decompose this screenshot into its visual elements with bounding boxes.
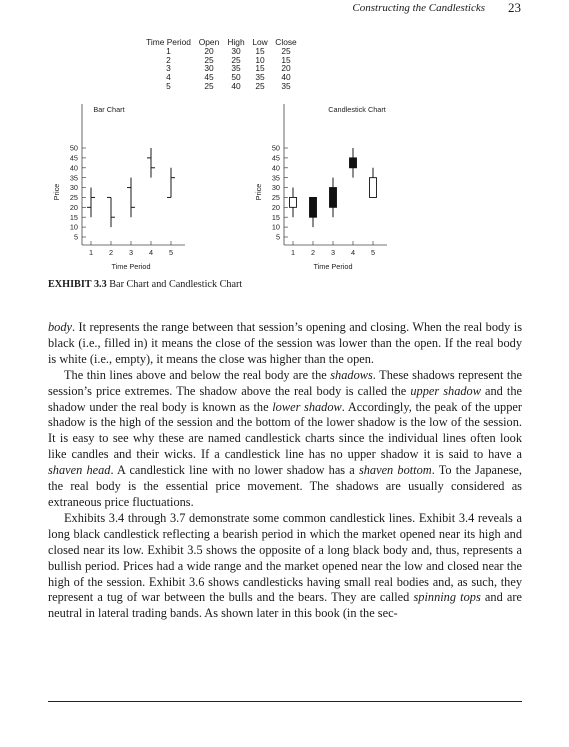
table-cell: 30 [204,63,214,74]
y-tick-label: 40 [271,163,280,173]
body-paragraph [48,511,522,622]
italic-term: shaven head [48,463,111,478]
x-tick-label: 4 [148,248,154,257]
italic-term: upper shadow [410,383,481,398]
y-tick-label: 30 [69,183,78,193]
text-run: The thin lines above and below the real body are the [64,367,331,382]
table-cell: 3 [166,63,171,74]
table-header-cell: Close [275,37,297,47]
x-tick-label: 3 [128,248,134,257]
text-run: . To the Japanese, the real body is the essential price movement. The shadows are usually considered as extraneous price fluctuations. [48,463,522,509]
table-cell: 15 [281,54,291,65]
text-run: and the shadow under the real body is known as the [48,383,523,414]
table-cell: 25 [231,54,241,65]
black-real-body [350,158,357,168]
y-tick-label: 30 [271,183,280,193]
white-real-body [370,178,377,198]
table-cell: 30 [231,45,241,56]
x-tick-label: 5 [370,248,376,257]
x-axis-label: Time Period [313,262,353,271]
table-cell: 40 [281,72,291,83]
chart-title: Bar Chart [93,105,125,114]
y-tick-label: 50 [271,143,280,153]
x-tick-label: 5 [168,248,174,257]
text-run: . These shadows represent the session’s price extremes. The shadow above the real body is called the [48,367,523,398]
text-run: and are neutral in lateral trading bands. As shown later in this book (in the sec- [48,590,522,621]
black-real-body [310,197,317,217]
black-real-body [330,188,337,208]
table-cell: 25 [204,54,214,65]
y-tick-label: 10 [69,222,78,232]
candlestick-chart [250,100,400,278]
y-axis-label: Price [254,183,263,201]
table-cell: 25 [281,45,291,56]
table-cell: 35 [255,72,265,83]
x-tick-label: 1 [88,248,94,257]
y-axis-label: Price [52,183,61,201]
italic-term: body [48,320,72,334]
text-run: Exhibits 3.4 through 3.7 demonstrate some common candlestick lines. Exhibit 3.4 reveals a long black candlestick reflecting a bearish period in which the market opened near its high and closed near its low. Exhibit 3.5 shows the opposite of a long black body and, thus, represents a bullish period. Prices had a wide range and the market opened near the low and closed near the high of the session. Exhibit 3.6 shows candlesticks having small real bodies and, as such, they represent a tug of war between the bulls and the bears. They are called [48,510,522,605]
footer-rule [48,701,522,702]
table-cell: 20 [281,63,291,74]
table-cell: 5 [166,80,171,91]
exhibit-caption [48,279,242,290]
running-header [48,0,521,18]
italic-term: spinning tops [413,590,481,605]
body-text [48,320,522,622]
y-tick-label: 10 [271,222,280,232]
table-header-cell: Open [198,37,220,47]
y-tick-label: 35 [271,173,280,183]
table-cell: 25 [204,80,214,91]
table-cell: 15 [255,45,265,56]
table-cell: 35 [231,63,241,74]
y-tick-label: 25 [271,193,280,203]
y-tick-label: 50 [69,143,78,153]
table-cell: 4 [166,72,171,83]
table-cell: 25 [255,80,265,91]
running-title: Constructing the Candlesticks [352,2,485,14]
text-run: . Accordingly, the peak of the upper shadow is the high of the session and the bottom of the lower shadow is the low of the session. It is easy to see why these are named candlestick charts since the individual lines often look like candles and their wicks. If a candlestick line has no upper shadow it is said to have a [48,399,522,462]
white-real-body [290,197,297,207]
italic-term: lower shadow [272,399,342,414]
italic-term: shaven bottom [358,463,432,478]
table-cell: 40 [231,80,241,91]
y-tick-label: 15 [69,212,78,222]
table-cell: 35 [281,80,291,91]
x-tick-label: 2 [310,248,316,257]
x-axis-label: Time Period [111,262,151,271]
y-tick-label: 35 [69,173,78,183]
exhibit-caption-text: Bar Chart and Candlestick Chart [109,279,243,290]
body-paragraph [48,368,522,511]
x-tick-label: 3 [330,248,336,257]
y-tick-label: 20 [271,202,280,212]
italic-term: shadows [330,367,373,382]
text-run: . A candlestick line with no lower shadow has a [110,463,359,478]
y-tick-label: 25 [69,193,78,203]
x-tick-label: 2 [108,248,114,257]
y-tick-label: 20 [69,202,78,212]
table-row [143,82,300,91]
x-tick-label: 1 [290,248,296,257]
y-tick-label: 40 [69,163,78,173]
y-tick-label: 15 [271,212,280,222]
table-cell: 10 [255,54,265,65]
exhibit-label: EXHIBIT 3.3 [48,279,107,290]
bar-chart [48,100,198,278]
table-header-cell: Low [252,37,268,47]
table-cell: 1 [166,45,171,56]
y-tick-label: 45 [271,153,280,163]
chart-title: Candlestick Chart [328,105,386,114]
x-tick-label: 4 [350,248,356,257]
y-tick-label: 5 [73,232,78,242]
table-cell: 45 [204,72,214,83]
text-run: . It represents the range between that session’s opening and closing. When the real body is black (i.e., filled in) it means the close of the session was lower than the open. If the real body is white (i.e., empty), it means the close was higher than the open. [48,320,522,366]
page-number: 23 [508,0,521,15]
table-cell: 20 [204,45,214,56]
table-header-cell: Time Period [146,37,191,47]
table-header-cell: High [227,37,245,47]
table-cell: 50 [231,72,241,83]
y-tick-label: 45 [69,153,78,163]
y-tick-label: 5 [275,232,280,242]
ohlc-table [143,38,300,91]
table-cell: 2 [166,54,171,65]
table-cell: 15 [255,63,265,74]
body-paragraph [48,320,522,368]
